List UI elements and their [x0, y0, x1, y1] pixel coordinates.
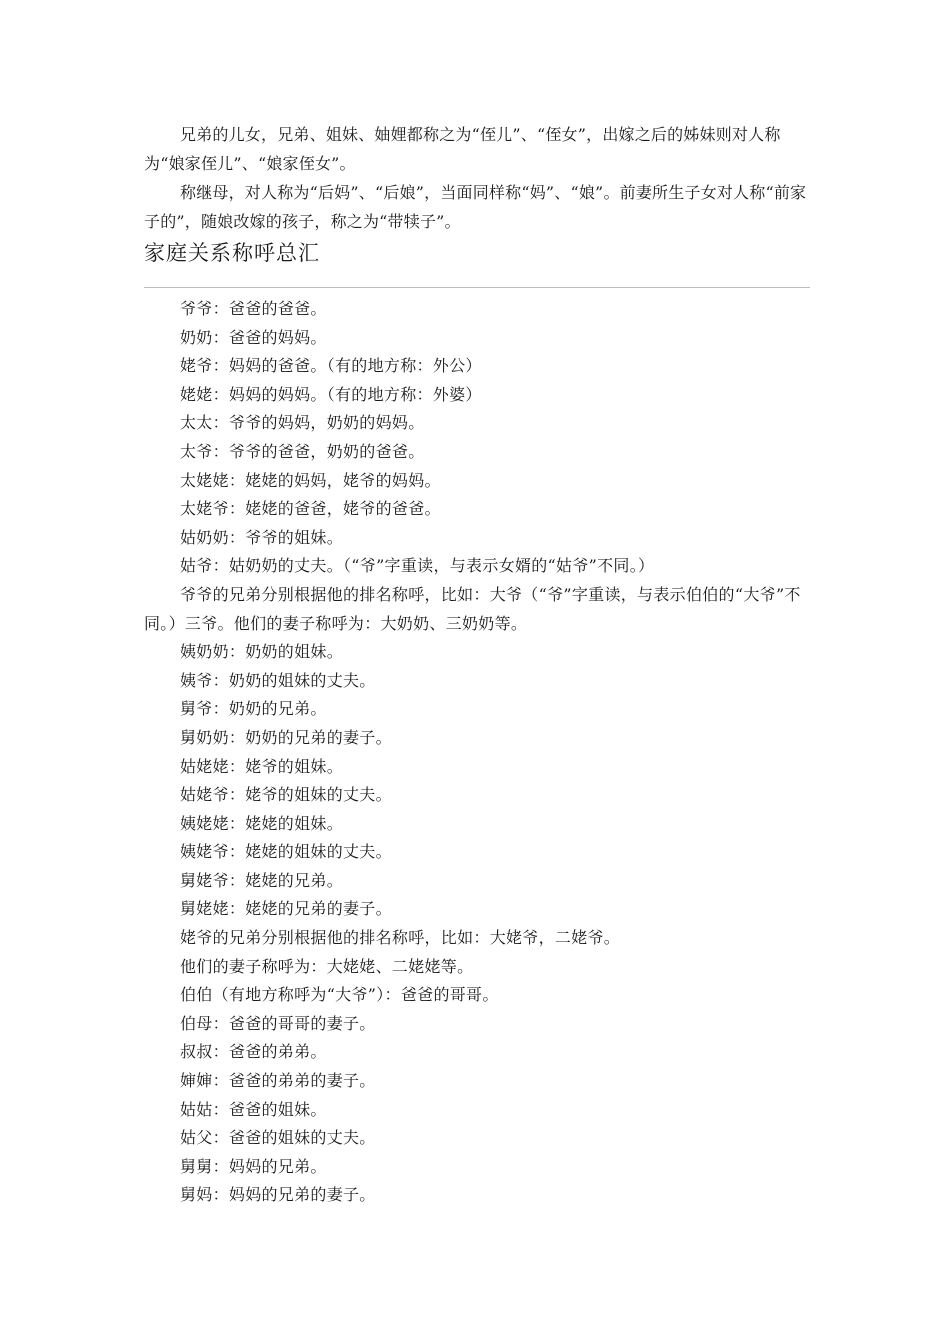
intro-paragraph: 称继母，对人称为“后妈”、“后娘”，当面同样称“妈”、“娘”。前妻所生子女对人称“前家子的”，随娘改嫁的孩子，称之为“带犊子”。 — [144, 183, 807, 231]
kinship-entry: 爷爷：爸爸的爸爸。 — [180, 299, 327, 318]
kinship-entry: 姑姥爷：姥爷的姐妹的丈夫。 — [180, 785, 392, 805]
kinship-entry: 姑姥姥：姥爷的姐妹。 — [180, 756, 344, 776]
kinship-entry: 舅奶奶：奶奶的兄弟的妻子。 — [180, 727, 392, 747]
kinship-entry: 太爷：爷爷的爸爸，奶奶的爸爸。 — [180, 441, 425, 461]
kinship-entry: 姑父：爸爸的姐妹的丈夫。 — [180, 1128, 376, 1148]
kinship-entry: 叔叔：爸爸的弟弟。 — [180, 1042, 327, 1062]
kinship-entry: 奶奶：爸爸的妈妈。 — [180, 327, 327, 347]
kinship-entry: 爷爷的兄弟分别根据他的排名称呼，比如：大爷（“爷”字重读，与表示伯伯的“大爷”不同。）三爷。他们的妻子称呼为：大奶奶、三奶奶等。 — [144, 584, 801, 633]
intro-paragraph: 兄弟的儿女，兄弟、姐妹、妯娌都称之为“侄儿”、“侄女”，出嫁之后的姊妹则对人称为“娘家侄儿”、“娘家侄女”。 — [144, 125, 781, 173]
kinship-entry: 舅爷：奶奶的兄弟。 — [180, 699, 327, 719]
kinship-entry: 姨姥姥：姥姥的姐妹。 — [180, 813, 344, 833]
kinship-entry: 舅妈：妈妈的兄弟的妻子。 — [180, 1185, 376, 1205]
kinship-entry: 他们的妻子称呼为：大姥姥、二姥姥等。 — [180, 956, 474, 976]
kinship-entry: 姨爷：奶奶的姐妹的丈夫。 — [180, 670, 376, 690]
kinship-entry: 姨奶奶：奶奶的姐妹。 — [180, 642, 344, 662]
kinship-entry: 婶婶：爸爸的弟弟的妻子。 — [180, 1071, 376, 1091]
kinship-entry: 姨姥爷：姥姥的姐妹的丈夫。 — [180, 842, 392, 862]
kinship-entry: 姑奶奶：爷爷的姐妹。 — [180, 527, 344, 547]
kinship-entry: 姥爷的兄弟分别根据他的排名称呼，比如：大姥爷，二姥爷。 — [180, 928, 621, 948]
kinship-entry: 舅姥姥：姥姥的兄弟的妻子。 — [180, 899, 392, 919]
kinship-entry: 舅舅：妈妈的兄弟。 — [180, 1156, 327, 1176]
kinship-entry: 太姥姥：姥姥的妈妈，姥爷的妈妈。 — [180, 470, 441, 490]
kinship-entry: 伯伯（有地方称呼为“大爷”）：爸爸的哥哥。 — [180, 985, 499, 1005]
kinship-entry: 伯母：爸爸的哥哥的妻子。 — [180, 1013, 376, 1033]
intro-paragraphs — [144, 120, 812, 236]
section-divider — [144, 287, 810, 288]
kinship-entry: 姥姥：妈妈的妈妈。（有的地方称：外婆） — [180, 384, 482, 404]
kinship-entry: 姑爷：姑奶奶的丈夫。（“爷”字重读，与表示女婿的“姑爷”不同。） — [180, 556, 655, 576]
kinship-list — [144, 295, 812, 1210]
kinship-entry: 姑姑：爸爸的姐妹。 — [180, 1099, 327, 1119]
kinship-entry: 太太：爷爷的妈妈，奶奶的妈妈。 — [180, 413, 425, 433]
kinship-entry: 姥爷：妈妈的爸爸。（有的地方称：外公） — [180, 356, 482, 376]
kinship-entry: 舅姥爷：姥姥的兄弟。 — [180, 870, 344, 890]
section-title: 家庭关系称呼总汇 — [144, 241, 320, 265]
kinship-entry: 太姥爷：姥姥的爸爸，姥爷的爸爸。 — [180, 499, 441, 519]
